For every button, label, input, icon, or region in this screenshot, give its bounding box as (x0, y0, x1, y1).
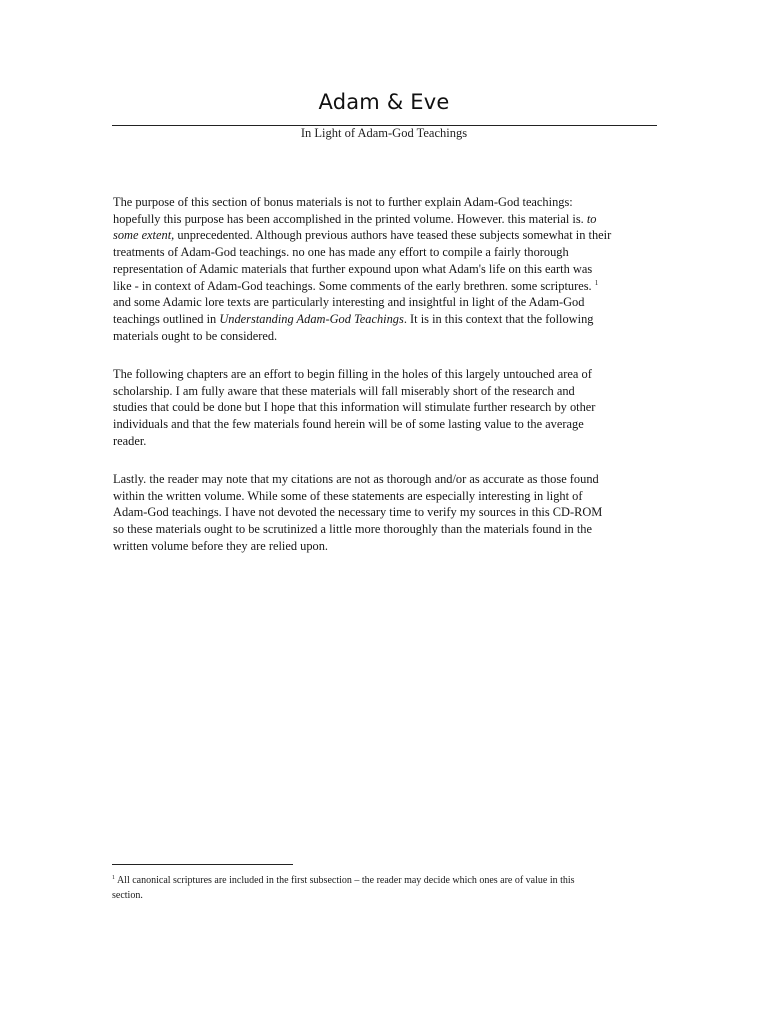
footnote (112, 874, 657, 903)
paragraph-line: Lastly. the reader may note that my citations are not as thorough and/or as accurate as those found (113, 472, 599, 486)
paragraph-line: written volume before they are relied upon. (113, 538, 329, 553)
paragraph-line: treatments of Adam-God teachings. no one has made any effort to compile a fairly thorough (113, 245, 569, 260)
paragraph-2 (113, 366, 658, 450)
paragraph-line (113, 211, 658, 228)
paragraph-line: materials ought to be considered. (113, 328, 278, 343)
paragraph-line: scholarship. I am fully aware that these materials will fall miserably short of the research and (113, 383, 575, 398)
paragraph-line: The following chapters are an effort to begin filling in the holes of this largely untouched area of (113, 367, 592, 381)
document-subtitle: In Light of Adam-God Teachings (300, 126, 468, 140)
paragraph-line: studies that could be done but I hope that this information will stimulate further research by other (113, 400, 596, 415)
document-title: Adam & Eve (318, 90, 450, 114)
paragraph-line: individuals and that the few materials found herein will be of some lasting value to the average (113, 417, 584, 432)
footnote-reference[interactable]: 1 (594, 278, 599, 287)
paragraph-line (113, 278, 658, 295)
footnote-line: section. (112, 889, 143, 901)
paragraph-line: reader. (113, 433, 147, 448)
paragraph-line: and some Adamic lore texts are particularly interesting and insightful in light of the Adam-God (113, 295, 585, 310)
footnote-marker: 1 (112, 875, 115, 881)
footnote-line (112, 874, 657, 889)
paragraph-line (113, 311, 658, 328)
paragraph-line-text: hopefully this purpose has been accomplished in the printed volume. However. this material is. (113, 211, 584, 226)
paragraph-line-text: teachings outlined in (113, 311, 220, 326)
book-title-emphasis: Understanding Adam-God Teachings (219, 311, 404, 326)
paragraph-line: Adam-God teachings. I have not devoted the necessary time to verify my sources in this CD-ROM (113, 505, 603, 520)
footnote-text: All canonical scriptures are included in the first subsection – the reader may decide which ones are of value in this (115, 875, 575, 886)
paragraph-line-text: . It is in this context that the following (403, 311, 594, 326)
paragraph-3 (113, 471, 658, 555)
emphasis-text: some extent, (113, 228, 175, 243)
paragraph-line: within the written volume. While some of these statements are especially interesting in light of (113, 488, 583, 503)
paragraph-line: The purpose of this section of bonus materials is not to further explain Adam-God teachings: (113, 195, 573, 209)
paragraph-line (113, 227, 658, 244)
paragraph-line: representation of Adamic materials that further expound upon what Adam's life on this earth was (113, 261, 593, 276)
paragraph-line: so these materials ought to be scrutinized a little more thoroughly than the materials found in the (113, 522, 592, 537)
emphasis-text: to (586, 211, 597, 226)
paragraph-line-text: unprecedented. Although previous authors have teased these subjects somewhat in their (174, 228, 612, 243)
footnote-separator (112, 864, 293, 865)
paragraph-1 (113, 194, 658, 344)
paragraph-line-text: like - in context of Adam-God teachings. Some comments of the early brethren. some scriptures. (113, 278, 592, 293)
